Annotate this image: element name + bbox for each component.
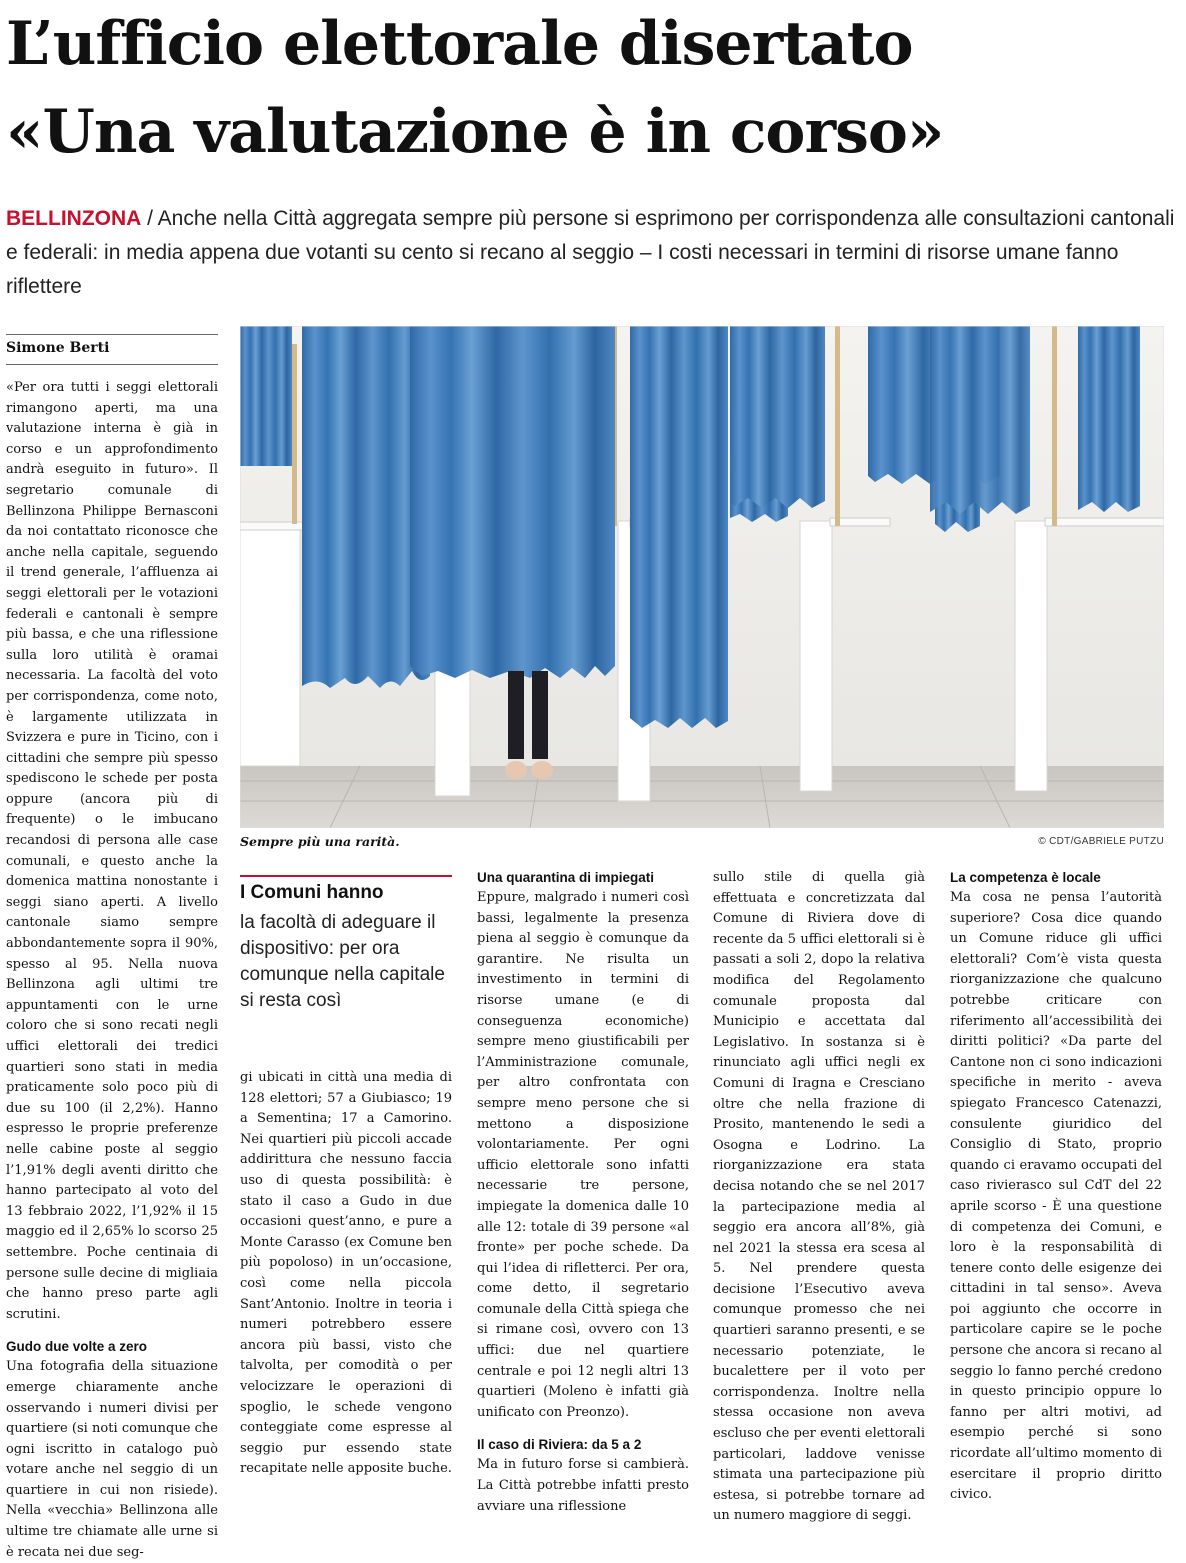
section-heading: Gudo due volte a zero (6, 1339, 148, 1355)
paragraph: gi ubicati in città una media di 128 elettori; 57 a Giubiasco; 19 a Sementina; 17 a Camorino. Nei quartieri più piccoli accade addirittura che nessuno faccia uso di questa possibilità: è stato il caso a Gudo in due occasioni quest’anno, e pure a Monte Carasso (ex Comune ben più popoloso) in un’occasione, così come nella piccola Sant’Antonio. Inoltre in teoria i numeri potrebbero essere ancora più bassi, visto che talvolta, per comodità o per velocizzare le operazioni di spoglio, le schede vengono conteggiate come espresse al seggio pur essendo state recapitate nelle apposite buche. (240, 1070, 452, 1477)
pullquote-rule (240, 875, 452, 877)
photo-caption: Sempre più una rarità. (240, 834, 400, 849)
paragraph: Una fotografia della situazione emerge chiaramente anche osservando i numeri divisi per quartiere (si noti comunque che ogni iscritto in catalogo può votare anche nel seggio di un quartiere in cui non risiede). Nella «vecchia» Bellinzona alle ultime tre chiamate alle urne si è recata nei due seg- (6, 1359, 218, 1560)
paragraph: Eppure, malgrado i numeri così bassi, legalmente la presenza piena al seggio è comunque da garantire. Ne risulta un investimento in termini di risorse umane (e di conseguenza economiche) sempre meno giustificabili per l’Amministrazione comunale, per altro confrontata con sempre meno persone che si mettono a disposizione volontariamente. Per ogni ufficio elettorale sono infatti necessarie tre persone, impiegate la domenica dalle 10 alle 12: totale di 39 persone «al fronte» per poche schede. Da qui l’idea di rifletterci. Per ora, come detto, il segretario comunale della Città spiega che si rimane così, ovvero con 13 uffici: due nel quartiere centrale e poi 12 negli altri 13 quartieri (Moleno è infatti già unificato con Preonzo). (477, 890, 689, 1420)
paragraph: Ma cosa ne pensa l’autorità superiore? Cosa dice quando un Comune riduce gli uffici elettorali? Com’è vista questa riorganizzazione che qualcuno potrebbe criticare con riferimento all’accessibilità dei diritti politici? «Da parte del Cantone non ci sono indicazioni specifiche in merito - aveva spiegato Francesco Catenazzi, consulente giuridico del Consiglio di Stato, proprio quando ci eravamo occupati del caso rivierasco sul CdT del 22 aprile scorso - È una questione di competenza dei Comuni, e loro è la responsabilità di tenere conto delle esigenze dei cittadini in tal senso». Aveva poi aggiunto che occorre in particolare capire se le poche persone che ancora si recano al seggio lo fanno perché credono in questo principio oppure lo fanno per altri motivi, ad esempio perché si sono ricordate all’ultimo momento di esercitare il proprio diritto civico. (950, 890, 1162, 1503)
pullquote-title: I Comuni hanno (240, 882, 384, 903)
headline (6, 0, 1182, 176)
section-heading: Il caso di Riviera: da 5 a 2 (477, 1437, 642, 1453)
pullquote-text: la facoltà di adeguare il dispositivo: per ora comunque nella capitale si resta così (240, 912, 445, 1011)
article-column-2 (240, 1068, 452, 1477)
byline-rule-bottom (6, 364, 218, 365)
byline: Simone Berti (6, 340, 110, 356)
section-heading: La competenza è locale (950, 870, 1101, 885)
byline-rule-top (6, 334, 218, 335)
paragraph: «Per ora tutti i seggi elettorali rimangono aperti, ma una valutazione interna è già in corso e un approfondimento andrà eseguito in futuro». Il segretario comunale di Bellinzona Philippe Bernasconi da noi contattato riconosce che anche nella capitale, seguendo il trend generale, l’affluenza ai seggi elettorali per le votazioni federali e cantonali è sempre più bassa, e che una riflessione sulla loro utilità è oramai necessaria. La facoltà del voto per corrispondenza, come noto, è largamente utilizzata in Svizzera e pure in Ticino, con i cittadini che sempre più spesso spediscono le schede per posta oppure (ancora più di frequente) o le imbucano recandosi di persona alle case comunali, e questo anche la domenica mattina nonostante i seggi siano aperti. A livello cantonale siamo sempre abbondantemente sopra il 90%, spesso al 95. Nella nuova Bellinzona agli ultimi tre appuntamenti con le urne coloro che si sono recati negli uffici elettorali dei tredici quartieri sono stati in media praticamente solo poco più di due su 100 (il 2,2%). Hanno espresso le proprie preferenze nelle cabine poste al seggio l’1,91% degli aventi diritto che hanno partecipato al voto del 13 febbraio 2022, l’1,92% il 15 maggio ed il 2,65% lo scorso 25 settembre. Poche centinaia di persone sulle decine di migliaia che hanno preso parte agli scrutini. (6, 380, 218, 1322)
location-tag: BELLINZONA (6, 207, 142, 230)
voting-booths-photo (240, 326, 1164, 828)
article-column-1 (6, 378, 218, 1560)
article-column-5 (950, 858, 1162, 1503)
article-column-3 (477, 858, 689, 1514)
paragraph: sullo stile di quella già effettuata e concretizzata dal Comune di Riviera dove di recente da 5 uffici elettorali si è passati a soli 2, dopo la relativa modifica del Regolamento comunale proposta dal Municipio e accettata dal Legislativo. In sostanza si è rinunciato agli uffici negli ex Comuni di Iragna e Cresciano oltre che nella frazione di Prosito, mantenendo le sedi a Osogna e Lodrino. La riorganizzazione era stata decisa notando che se nel 2017 la partecipazione media al seggio era ancora all’8%, già nel 2021 la stessa era scesa al 5. Nel prendere questa decisione l’Esecutivo aveva comunque promesso che nei quartieri saranno presenti, e se necessario potenziate, le bucalettere per il voto per corrispondenza. Inoltre nella stessa occasione non aveva escluso che per eventi elettorali particolari, laddove venisse stimata una partecipazione più estesa, si potrebbe tornare ad un numero maggiore di seggi. (713, 870, 925, 1524)
headline-line-2: «Una valutazione è in corso» (6, 97, 944, 167)
subheadline-text: / Anche nella Città aggregata sempre più persone si esprimono per corrispondenza alle consultazioni cantonali e federali: in media appena due votanti su cento si recano al seggio – I costi necessari in termini di risorse umane fanno riflettere (6, 207, 1175, 298)
paragraph: Ma in futuro forse si cambierà. La Città potrebbe infatti presto avviare una riflessione (477, 1457, 689, 1514)
photo-credit: © CDT/GABRIELE PUTZU (1038, 836, 1164, 847)
article-column-4 (713, 868, 925, 1524)
headline-line-1: L’ufficio elettorale disertato (6, 9, 913, 79)
section-heading: Una quarantina di impiegati (477, 870, 655, 885)
subheadline (6, 202, 1182, 304)
